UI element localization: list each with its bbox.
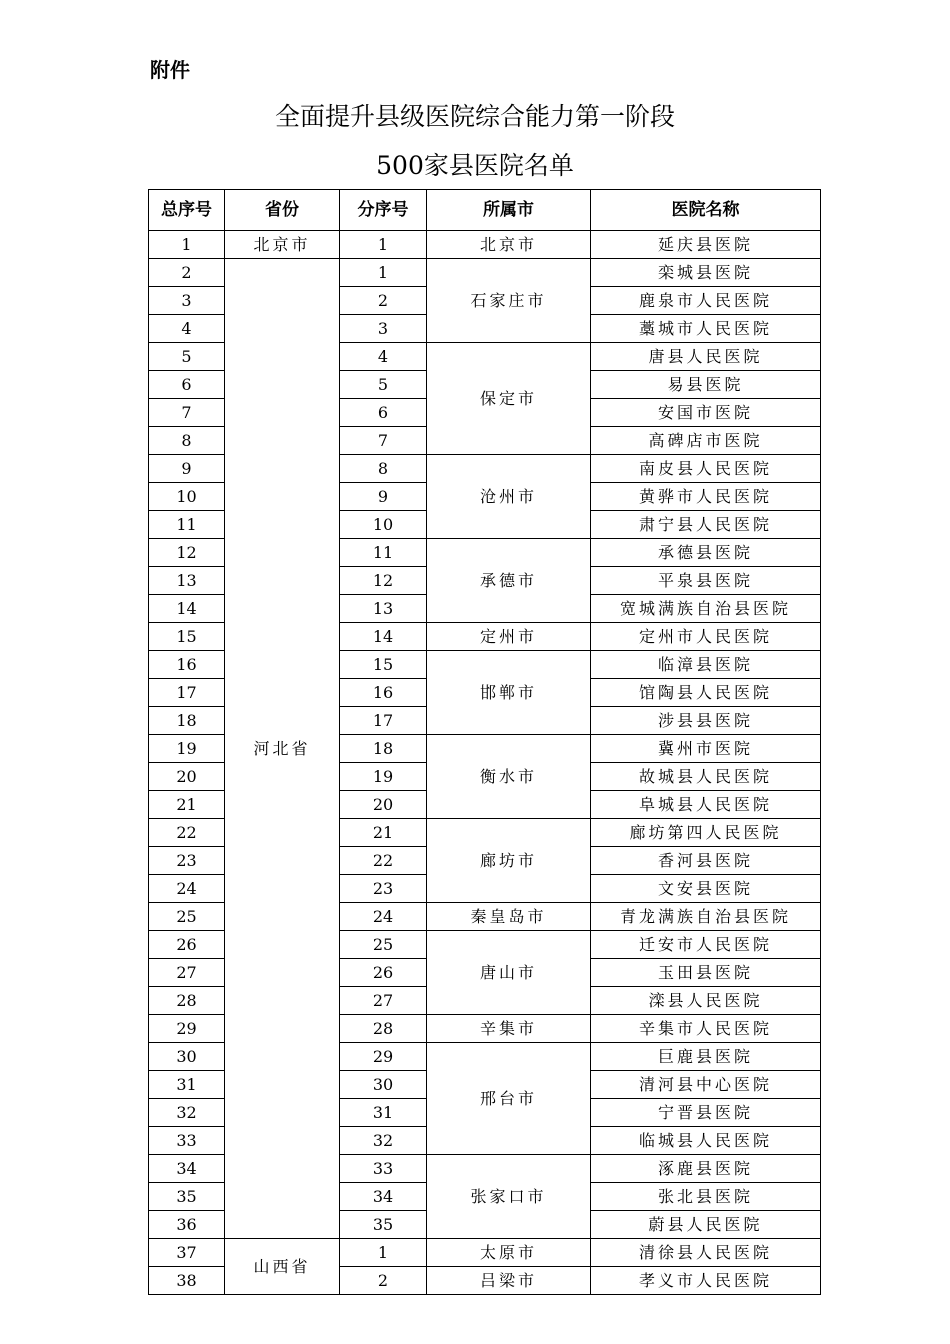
province-cell: 河北省 <box>225 259 340 1239</box>
sub-no-cell: 8 <box>340 455 427 483</box>
total-no-cell: 21 <box>149 791 225 819</box>
total-no-cell: 32 <box>149 1099 225 1127</box>
sub-no-cell: 6 <box>340 399 427 427</box>
city-cell: 辛集市 <box>427 1015 591 1043</box>
hospital-name-cell: 馆陶县人民医院 <box>591 679 821 707</box>
sub-no-cell: 11 <box>340 539 427 567</box>
hospital-name-cell: 香河县医院 <box>591 847 821 875</box>
total-no-cell: 5 <box>149 343 225 371</box>
total-no-cell: 26 <box>149 931 225 959</box>
hospital-name-cell: 延庆县医院 <box>591 231 821 259</box>
hospital-name-cell: 清徐县人民医院 <box>591 1239 821 1267</box>
hospital-name-cell: 鹿泉市人民医院 <box>591 287 821 315</box>
province-cell: 山西省 <box>225 1239 340 1295</box>
total-no-cell: 12 <box>149 539 225 567</box>
document-title: 全面提升县级医院综合能力第一阶段 <box>274 102 675 131</box>
total-no-cell: 7 <box>149 399 225 427</box>
sub-no-cell: 26 <box>340 959 427 987</box>
hospital-name-cell: 宁晋县医院 <box>591 1099 821 1127</box>
total-no-cell: 27 <box>149 959 225 987</box>
total-no-cell: 33 <box>149 1127 225 1155</box>
hospital-name-cell: 涿鹿县医院 <box>591 1155 821 1183</box>
total-no-cell: 2 <box>149 259 225 287</box>
sub-no-cell: 28 <box>340 1015 427 1043</box>
city-cell: 太原市 <box>427 1239 591 1267</box>
hospital-name-cell: 蔚县人民医院 <box>591 1211 821 1239</box>
document-subtitle: 500家县医院名单 <box>376 151 574 180</box>
total-no-cell: 34 <box>149 1155 225 1183</box>
column-header-province: 省份 <box>225 190 340 231</box>
sub-no-cell: 35 <box>340 1211 427 1239</box>
total-no-cell: 35 <box>149 1183 225 1211</box>
total-no-cell: 6 <box>149 371 225 399</box>
sub-no-cell: 9 <box>340 483 427 511</box>
city-cell: 吕梁市 <box>427 1267 591 1295</box>
hospital-name-cell: 玉田县医院 <box>591 959 821 987</box>
city-cell: 衡水市 <box>427 735 591 819</box>
sub-no-cell: 10 <box>340 511 427 539</box>
total-no-cell: 13 <box>149 567 225 595</box>
province-cell: 北京市 <box>225 231 340 259</box>
sub-no-cell: 29 <box>340 1043 427 1071</box>
total-no-cell: 16 <box>149 651 225 679</box>
hospital-name-cell: 辛集市人民医院 <box>591 1015 821 1043</box>
hospital-name-cell: 藁城市人民医院 <box>591 315 821 343</box>
sub-no-cell: 24 <box>340 903 427 931</box>
sub-no-cell: 3 <box>340 315 427 343</box>
table-row <box>149 1239 821 1267</box>
city-cell: 北京市 <box>427 231 591 259</box>
total-no-cell: 9 <box>149 455 225 483</box>
sub-no-cell: 20 <box>340 791 427 819</box>
hospital-name-cell: 定州市人民医院 <box>591 623 821 651</box>
total-no-cell: 36 <box>149 1211 225 1239</box>
city-cell: 承德市 <box>427 539 591 623</box>
total-no-cell: 8 <box>149 427 225 455</box>
column-header-total-no: 总序号 <box>149 190 225 231</box>
total-no-cell: 11 <box>149 511 225 539</box>
hospital-name-cell: 故城县人民医院 <box>591 763 821 791</box>
sub-no-cell: 15 <box>340 651 427 679</box>
total-no-cell: 30 <box>149 1043 225 1071</box>
column-header-city: 所属市 <box>427 190 591 231</box>
total-no-cell: 14 <box>149 595 225 623</box>
hospital-table <box>148 189 821 1295</box>
city-cell: 定州市 <box>427 623 591 651</box>
attachment-label: 附件 <box>150 58 190 82</box>
sub-no-cell: 18 <box>340 735 427 763</box>
total-no-cell: 18 <box>149 707 225 735</box>
hospital-name-cell: 南皮县人民医院 <box>591 455 821 483</box>
sub-no-cell: 1 <box>340 1239 427 1267</box>
sub-no-cell: 31 <box>340 1099 427 1127</box>
table-header-row <box>149 190 821 231</box>
hospital-name-cell: 平泉县医院 <box>591 567 821 595</box>
sub-no-cell: 33 <box>340 1155 427 1183</box>
table-row <box>149 259 821 287</box>
hospital-name-cell: 承德县医院 <box>591 539 821 567</box>
sub-no-cell: 13 <box>340 595 427 623</box>
hospital-name-cell: 孝义市人民医院 <box>591 1267 821 1295</box>
hospital-name-cell: 肃宁县人民医院 <box>591 511 821 539</box>
city-cell: 秦皇岛市 <box>427 903 591 931</box>
sub-no-cell: 19 <box>340 763 427 791</box>
total-no-cell: 25 <box>149 903 225 931</box>
sub-no-cell: 27 <box>340 987 427 1015</box>
total-no-cell: 4 <box>149 315 225 343</box>
table-row <box>149 231 821 259</box>
hospital-name-cell: 迁安市人民医院 <box>591 931 821 959</box>
city-cell: 邢台市 <box>427 1043 591 1155</box>
hospital-name-cell: 清河县中心医院 <box>591 1071 821 1099</box>
hospital-name-cell: 阜城县人民医院 <box>591 791 821 819</box>
city-cell: 邯郸市 <box>427 651 591 735</box>
hospital-name-cell: 涉县县医院 <box>591 707 821 735</box>
hospital-name-cell: 黄骅市人民医院 <box>591 483 821 511</box>
total-no-cell: 20 <box>149 763 225 791</box>
total-no-cell: 24 <box>149 875 225 903</box>
sub-no-cell: 1 <box>340 259 427 287</box>
column-header-hospital-name: 医院名称 <box>591 190 821 231</box>
sub-no-cell: 25 <box>340 931 427 959</box>
table-body <box>149 231 821 1295</box>
sub-no-cell: 2 <box>340 287 427 315</box>
sub-no-cell: 16 <box>340 679 427 707</box>
sub-no-cell: 1 <box>340 231 427 259</box>
column-header-sub-no: 分序号 <box>340 190 427 231</box>
hospital-name-cell: 栾城县医院 <box>591 259 821 287</box>
hospital-name-cell: 冀州市医院 <box>591 735 821 763</box>
hospital-name-cell: 临漳县医院 <box>591 651 821 679</box>
hospital-name-cell: 文安县医院 <box>591 875 821 903</box>
total-no-cell: 38 <box>149 1267 225 1295</box>
total-no-cell: 19 <box>149 735 225 763</box>
total-no-cell: 15 <box>149 623 225 651</box>
hospital-name-cell: 高碑店市医院 <box>591 427 821 455</box>
total-no-cell: 22 <box>149 819 225 847</box>
city-cell: 廊坊市 <box>427 819 591 903</box>
hospital-name-cell: 巨鹿县医院 <box>591 1043 821 1071</box>
hospital-name-cell: 临城县人民医院 <box>591 1127 821 1155</box>
city-cell: 石家庄市 <box>427 259 591 343</box>
total-no-cell: 3 <box>149 287 225 315</box>
total-no-cell: 17 <box>149 679 225 707</box>
sub-no-cell: 4 <box>340 343 427 371</box>
sub-no-cell: 12 <box>340 567 427 595</box>
hospital-name-cell: 安国市医院 <box>591 399 821 427</box>
sub-no-cell: 34 <box>340 1183 427 1211</box>
city-cell: 张家口市 <box>427 1155 591 1239</box>
total-no-cell: 28 <box>149 987 225 1015</box>
city-cell: 沧州市 <box>427 455 591 539</box>
hospital-name-cell: 张北县医院 <box>591 1183 821 1211</box>
sub-no-cell: 14 <box>340 623 427 651</box>
total-no-cell: 23 <box>149 847 225 875</box>
sub-no-cell: 32 <box>340 1127 427 1155</box>
hospital-name-cell: 易县医院 <box>591 371 821 399</box>
city-cell: 保定市 <box>427 343 591 455</box>
city-cell: 唐山市 <box>427 931 591 1015</box>
hospital-name-cell: 青龙满族自治县医院 <box>591 903 821 931</box>
hospital-name-cell: 廊坊第四人民医院 <box>591 819 821 847</box>
hospital-name-cell: 滦县人民医院 <box>591 987 821 1015</box>
hospital-name-cell: 宽城满族自治县医院 <box>591 595 821 623</box>
sub-no-cell: 5 <box>340 371 427 399</box>
total-no-cell: 1 <box>149 231 225 259</box>
sub-no-cell: 30 <box>340 1071 427 1099</box>
sub-no-cell: 22 <box>340 847 427 875</box>
hospital-name-cell: 唐县人民医院 <box>591 343 821 371</box>
sub-no-cell: 7 <box>340 427 427 455</box>
total-no-cell: 29 <box>149 1015 225 1043</box>
sub-no-cell: 21 <box>340 819 427 847</box>
total-no-cell: 37 <box>149 1239 225 1267</box>
sub-no-cell: 2 <box>340 1267 427 1295</box>
total-no-cell: 10 <box>149 483 225 511</box>
total-no-cell: 31 <box>149 1071 225 1099</box>
sub-no-cell: 23 <box>340 875 427 903</box>
sub-no-cell: 17 <box>340 707 427 735</box>
